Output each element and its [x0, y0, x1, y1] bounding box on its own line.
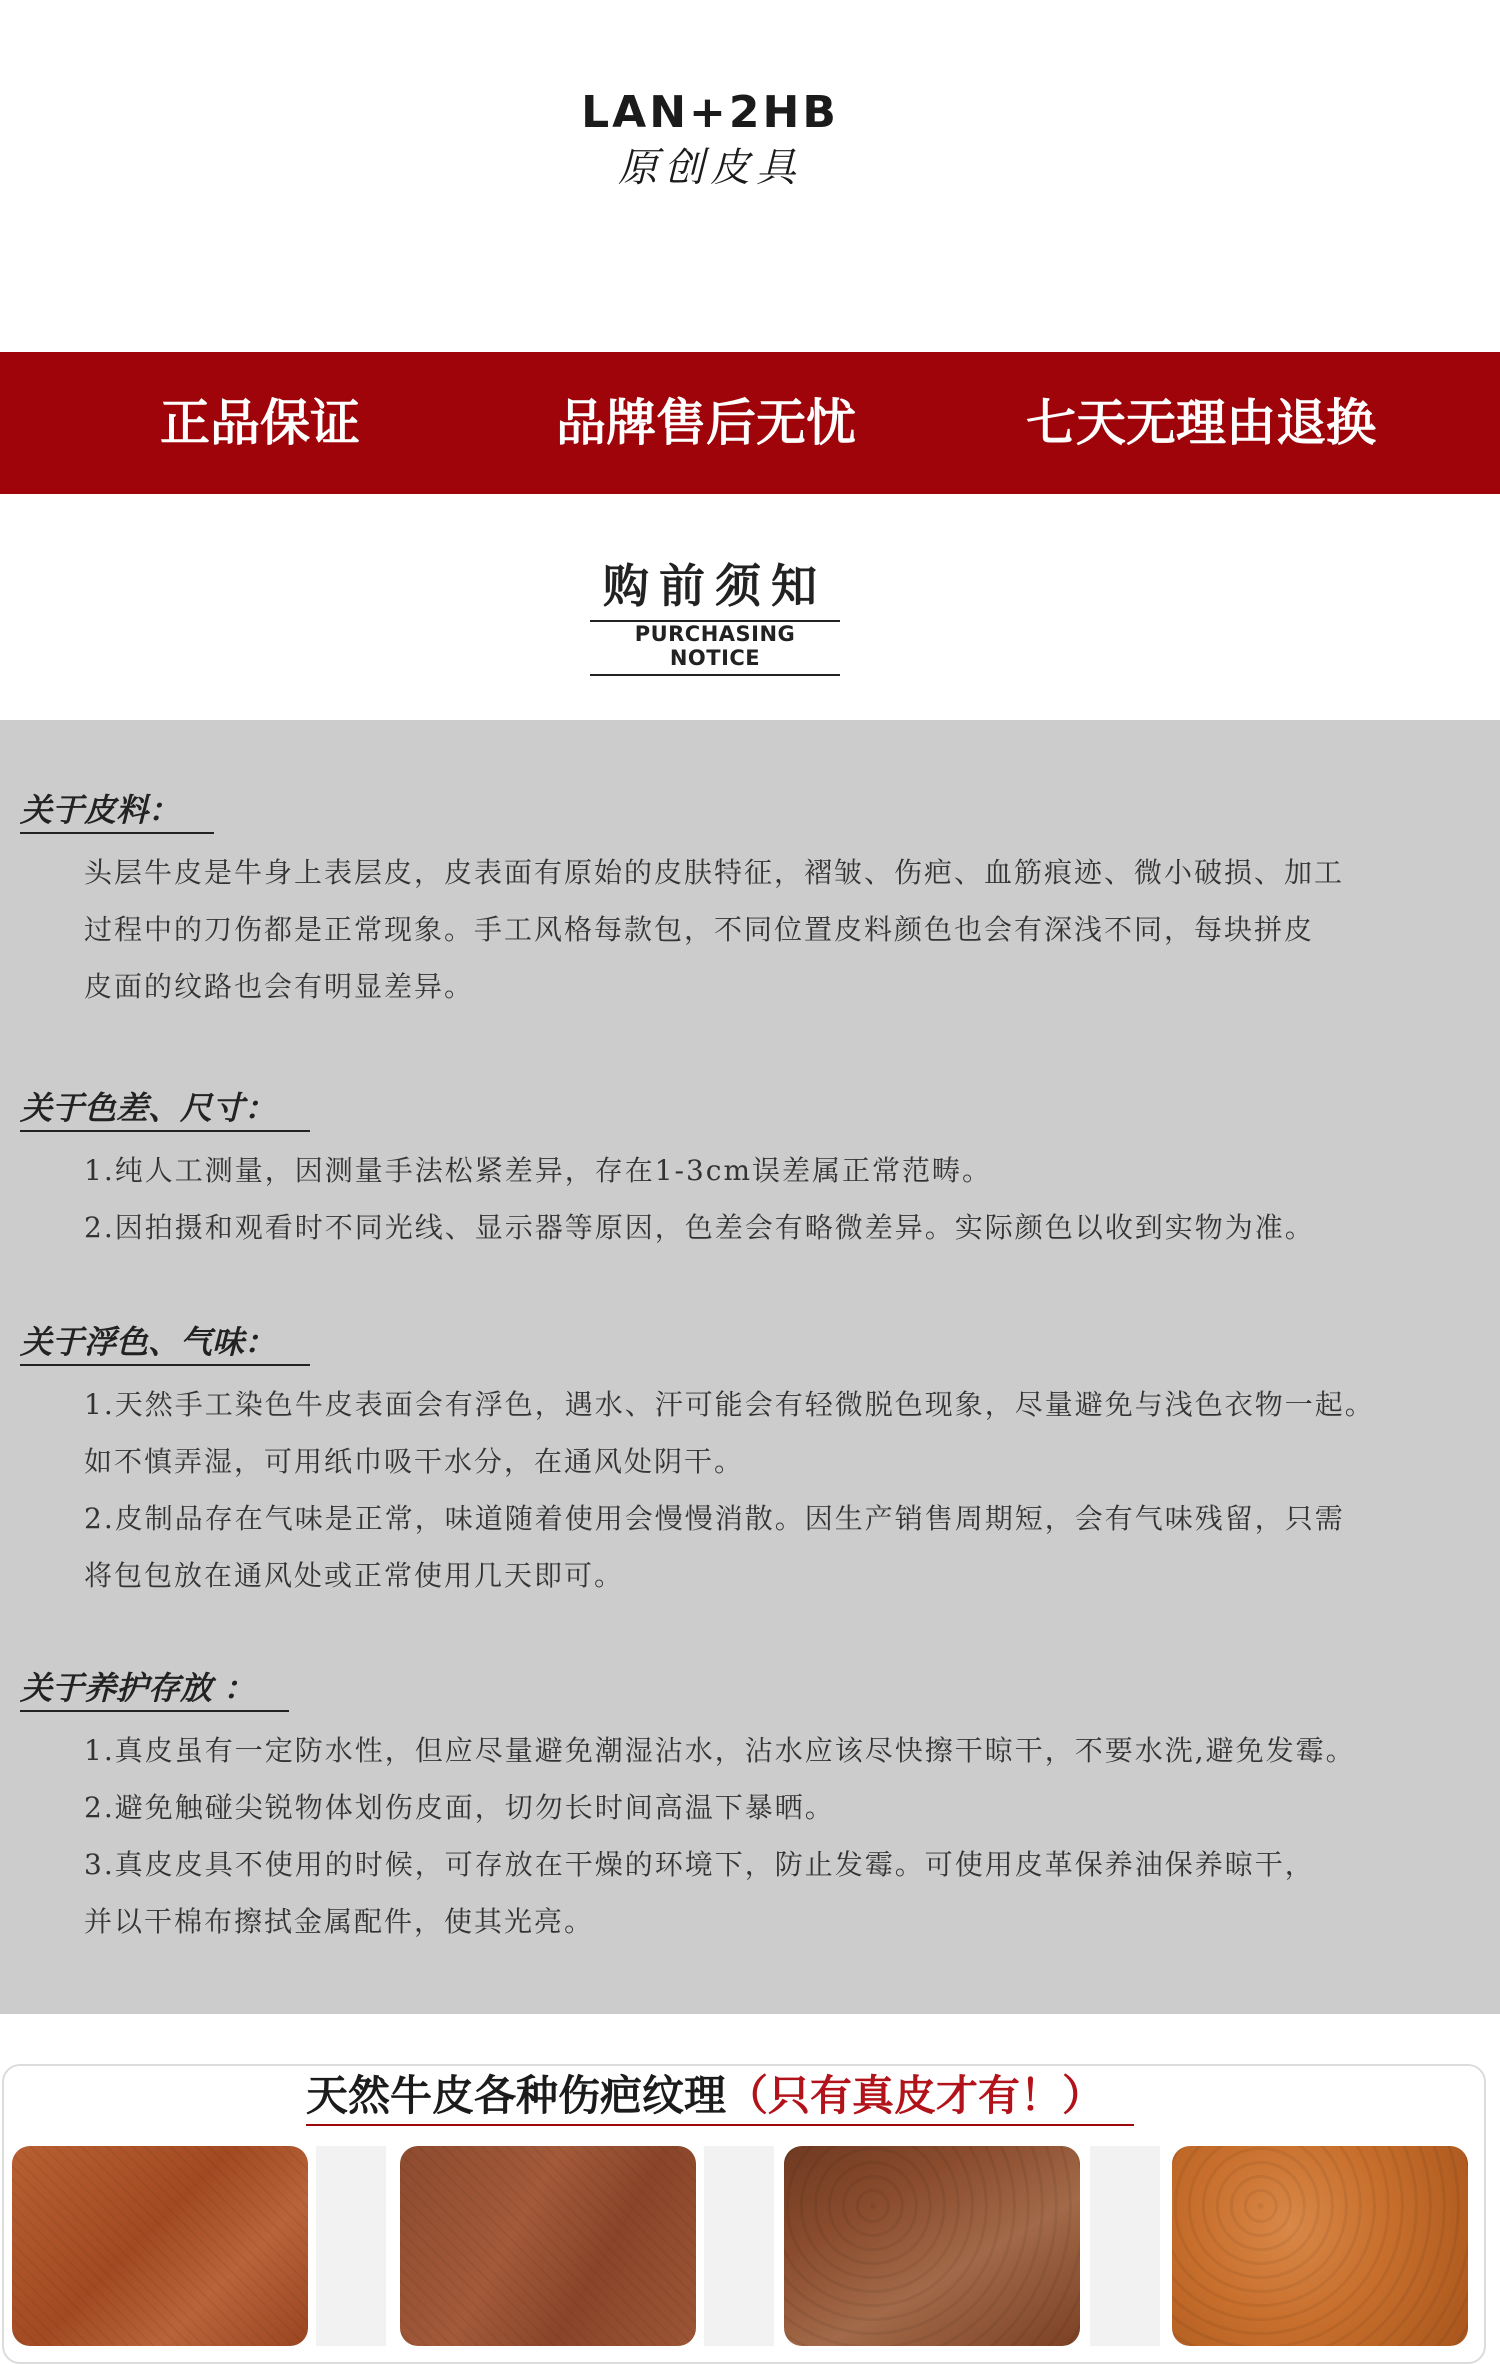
leather-sample-image [400, 2146, 696, 2346]
section-care-storage [20, 1666, 1480, 1950]
leather-sample-image [12, 2146, 308, 2346]
banner-item-authentic: 正品保证 [160, 394, 360, 452]
notice-subtitle: PURCHASING NOTICE [590, 622, 840, 676]
guarantee-banner [0, 352, 1500, 494]
brand-logo [510, 88, 910, 194]
section-heading: 关于浮色、气味： [20, 1320, 310, 1366]
section-heading: 关于养护存放 ： [20, 1666, 289, 1712]
section-dye-odor [20, 1320, 1480, 1604]
body-line: 过程中的刀伤都是正常现象。手工风格每款包，不同位置皮料颜色也会有深浅不同，每块拼皮 [84, 913, 1315, 946]
notes-section [0, 720, 1500, 2014]
body-line: 1.天然手工染色牛皮表面会有浮色，遇水、汗可能会有轻微脱色现象，尽量避免与浅色衣物一起。 [84, 1388, 1375, 1421]
notice-title: 购前须知 [590, 550, 840, 622]
body-line: 将包包放在通风处或正常使用几天即可。 [84, 1559, 625, 1592]
section-body [84, 1376, 1480, 1604]
body-line: 皮面的纹路也会有明显差异。 [84, 970, 475, 1003]
banner-item-after-sales: 品牌售后无忧 [556, 394, 856, 452]
section-body [84, 1142, 1480, 1256]
body-line: 1.纯人工测量，因测量手法松紧差异，存在1-3cm误差属正常范畴。 [84, 1154, 993, 1187]
body-line: 2.皮制品存在气味是正常，味道随着使用会慢慢消散。因生产销售周期短，会有气味残留，只需 [84, 1502, 1345, 1535]
body-line: 3.真皮皮具不使用的时候，可存放在干燥的环境下，防止发霉。可使用皮革保养油保养晾干， [84, 1848, 1315, 1881]
leather-texture-section [0, 2014, 1500, 2322]
body-line: 2.避免触碰尖锐物体划伤皮面，切勿长时间高温下暴晒。 [84, 1791, 835, 1824]
section-body [84, 1722, 1480, 1950]
sample-gap [704, 2146, 774, 2346]
header [0, 0, 1500, 352]
leather-title-note: （只有真皮才有！） [726, 2071, 1105, 2120]
sample-gap [1090, 2146, 1160, 2346]
leather-title-main: 天然牛皮各种伤疤纹理 [306, 2071, 727, 2120]
body-line: 并以干棉布擦拭金属配件，使其光亮。 [84, 1905, 595, 1938]
purchasing-notice-heading [0, 494, 1500, 720]
body-line: 1.真皮虽有一定防水性，但应尽量避免潮湿沾水，沾水应该尽快擦干晾干，不要水洗,避免发霉。 [84, 1734, 1356, 1767]
leather-title [306, 2068, 1134, 2126]
section-heading: 关于色差、尺寸： [20, 1086, 310, 1132]
sample-gap [316, 2146, 386, 2346]
banner-item-return-policy: 七天无理由退换 [1026, 394, 1376, 452]
body-line: 2.因拍摄和观看时不同光线、显示器等原因，色差会有略微差异。实际颜色以收到实物为准。 [84, 1211, 1315, 1244]
leather-sample-image [784, 2146, 1080, 2346]
section-heading: 关于皮料： [20, 788, 214, 834]
section-color-size [20, 1086, 1480, 1256]
leather-sample-image [1172, 2146, 1468, 2346]
section-leather-material [20, 788, 1480, 1015]
section-body [84, 844, 1480, 1015]
logo-main-text: LAN+2HB [581, 87, 839, 138]
body-line: 头层牛皮是牛身上表层皮，皮表面有原始的皮肤特征，褶皱、伤疤、血筋痕迹、微小破损、加工 [84, 856, 1345, 889]
body-line: 如不慎弄湿，可用纸巾吸干水分，在通风处阴干。 [84, 1445, 745, 1478]
logo-sub-text: 原创皮具 [618, 145, 802, 191]
